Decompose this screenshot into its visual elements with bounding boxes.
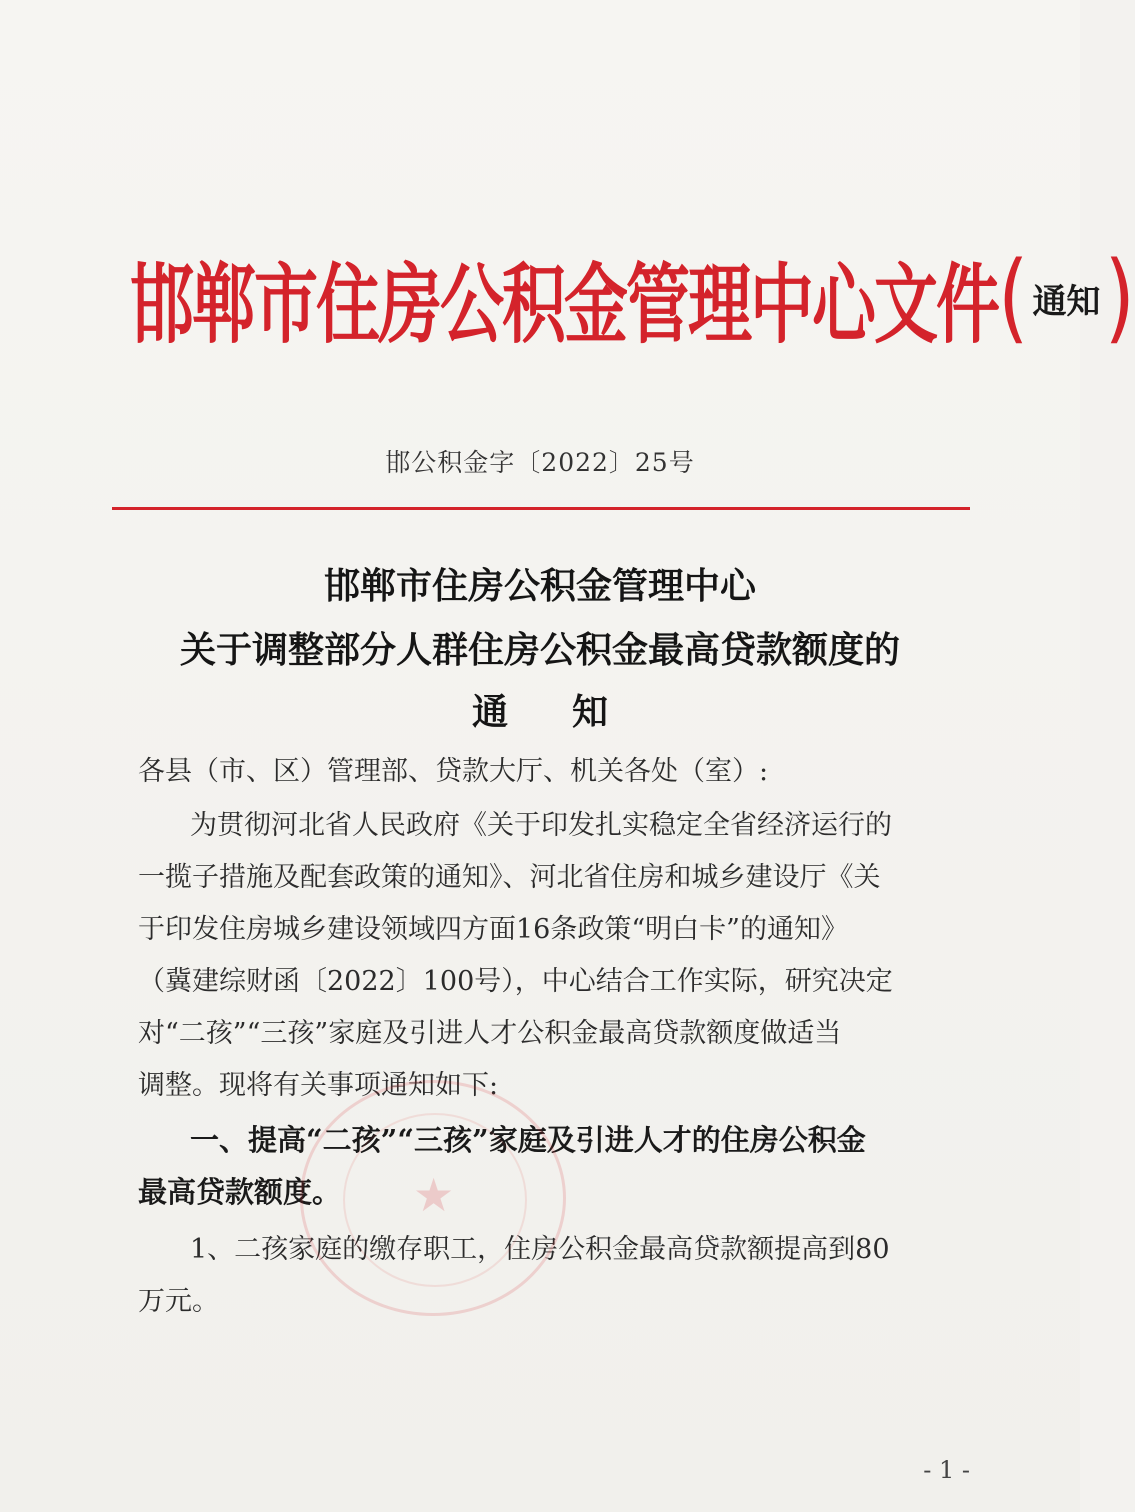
- paren-open: (: [998, 241, 1029, 355]
- intro-line: 一揽子措施及配套政策的通知》、河北省住房和城乡建设厅《关: [138, 862, 881, 893]
- notice-title-line-3: 通知: [471, 691, 672, 733]
- intro-line: 调整。现将有关事项通知如下:: [138, 1070, 499, 1101]
- paren-close: ): [1104, 241, 1135, 355]
- red-divider-line: [112, 507, 970, 510]
- item-line: 1、二孩家庭的缴存职工，住房公积金最高贷款额提高到80: [190, 1234, 890, 1265]
- intro-line: 对“二孩”“三孩”家庭及引进人才公积金最高贷款额度做适当: [138, 1018, 842, 1049]
- intro-line: 于印发住房城乡建设领域四方面16条政策“明白卡”的通知》: [138, 914, 848, 945]
- intro-line: 为贯彻河北省人民政府《关于印发扎实稳定全省经济运行的: [190, 810, 892, 841]
- notice-title-line-1: 邯郸市住房公积金管理中心: [323, 565, 756, 607]
- section-heading: 最高贷款额度。: [138, 1175, 342, 1209]
- section-heading: 一、提高“二孩”“三孩”家庭及引进人才的住房公积金: [190, 1123, 866, 1157]
- addressee: 各县（市、区）管理部、贷款大厅、机关各处（室）:: [138, 756, 769, 787]
- seal-star-icon: ★: [413, 1168, 455, 1222]
- doc-type: 通知: [1032, 281, 1101, 322]
- notice-title-line-2: 关于调整部分人群住房公积金最高贷款额度的: [179, 629, 900, 671]
- page-number: - 1 -: [923, 1456, 970, 1484]
- intro-line: （冀建综财函〔2022〕100号），中心结合工作实际，研究决定: [138, 966, 893, 997]
- item-line: 万元。: [138, 1286, 219, 1317]
- document-number: 邯公积金字〔2022〕25号: [385, 448, 695, 477]
- org-title: 邯郸市住房公积金管理中心文件: [130, 256, 998, 357]
- document-header: [130, 238, 1135, 358]
